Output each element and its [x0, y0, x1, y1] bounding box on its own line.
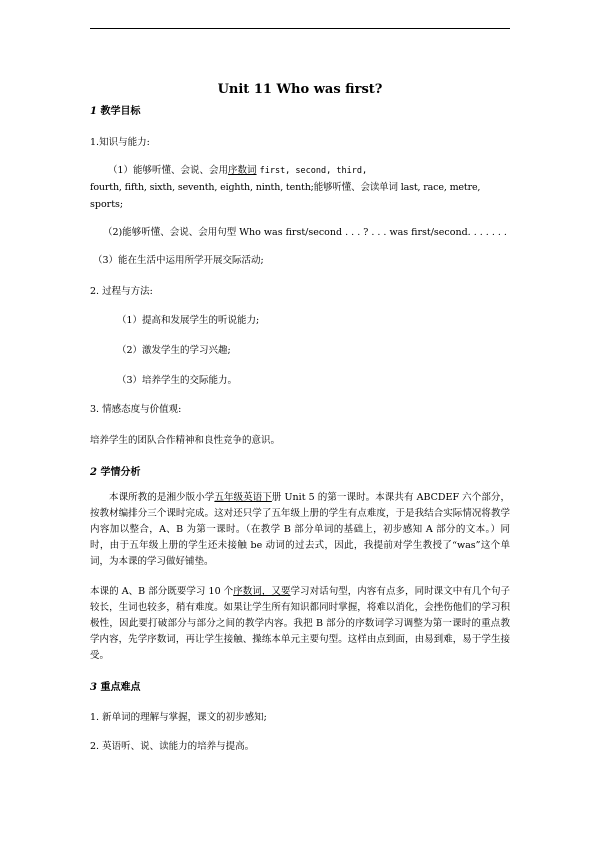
attitude-heading: 3. 情感态度与价值观: [90, 404, 182, 415]
analysis-p1-b: 册 Unit 5 的第一课时。本课共有 ABCDEF 六个部分，按教材编排分三个课时完成。这对还只学了五年级上册的学生有点难度，于是我结合实际情况将教学内容加以整合，A、B 为第一课时。（在教学 B 部分单词的基础上，初步感知 A 部分的文本。）同时，由于五年级上册的学生还未接触 be 动词的过去式，因此，我提前对学生教授了“was”这个单词，为本课的学习做好铺垫。 [90, 492, 510, 567]
objective-item-3: （3）能在生活中运用所学开展交际活动; [93, 255, 264, 266]
ordinal-numbers-underlined: 序数词 [228, 165, 257, 176]
analysis-p1-a: 本课所教的是湘少版小学 [109, 492, 215, 503]
analysis-p2-b: 学习对话句型，内容有点多，同时课文中有几个句子较长，生词也较多，稍有难度。如果让学生所有知识都同时掌握，将难以消化，会挫伤他们的学习积极性，因此要打破部分与部分之间的教学内容。我把 B 部分的序数词学习调整为第一课时的重点教学内容，先学序数词，再让学生接触、操练本单元主要句型。这样由点到面，由易到难，易于学生接受。 [90, 586, 510, 661]
section-3-number: 3 [90, 682, 97, 693]
section-1-heading [90, 105, 140, 118]
objective-item-1-line3: sports; [90, 199, 124, 210]
process-item-1: （1）提高和发展学生的听说能力; [117, 315, 260, 326]
knowledge-ability-heading: 1.知识与能力: [90, 137, 150, 148]
section-2-heading [90, 466, 140, 479]
analysis-p2-a: 本课的 A、B 部分既要学习 10 个 [90, 586, 234, 597]
analysis-p1-underlined: 五年级英语下 [214, 492, 272, 503]
page-title: Unit 11 Who was first? [217, 82, 383, 97]
objective-item-1-line2: fourth, fifth, sixth, seventh, eighth, ninth, tenth;能够听懂、会读单词 last, race, metre, [90, 182, 481, 193]
section-2-title: 学情分析 [100, 467, 141, 478]
process-item-2: （2）激发学生的学习兴趣; [117, 345, 231, 356]
analysis-paragraph-1 [90, 490, 510, 570]
analysis-paragraph-2 [90, 584, 510, 664]
analysis-p2-underlined: 序数词，又要 [233, 586, 291, 597]
process-item-3: （3）培养学生的交际能力。 [117, 375, 238, 386]
objective-item-1 [108, 164, 367, 178]
section-1-number: 1 [90, 106, 97, 117]
process-method-heading: 2. 过程与方法: [90, 286, 153, 297]
section-3-title: 重点难点 [100, 682, 141, 693]
key-point-2: 2. 英语听、说、读能力的培养与提高。 [90, 741, 255, 752]
item1-prefix: （1）能够听懂、会说、会用 [108, 165, 229, 176]
section-3-heading [90, 681, 140, 694]
section-2-number: 2 [90, 467, 97, 478]
top-rule [90, 28, 510, 29]
item1-words: first, second, third, [259, 166, 368, 176]
section-1-title: 教学目标 [100, 106, 141, 117]
key-point-1: 1. 新单词的理解与掌握，课文的初步感知; [90, 712, 267, 723]
attitude-text: 培养学生的团队合作精神和良性竞争的意识。 [90, 435, 281, 446]
objective-item-2: （2)能够听懂、会说、会用句型 Who was first/second . . . ? . . . was first/second. . . . . . . [103, 227, 507, 238]
